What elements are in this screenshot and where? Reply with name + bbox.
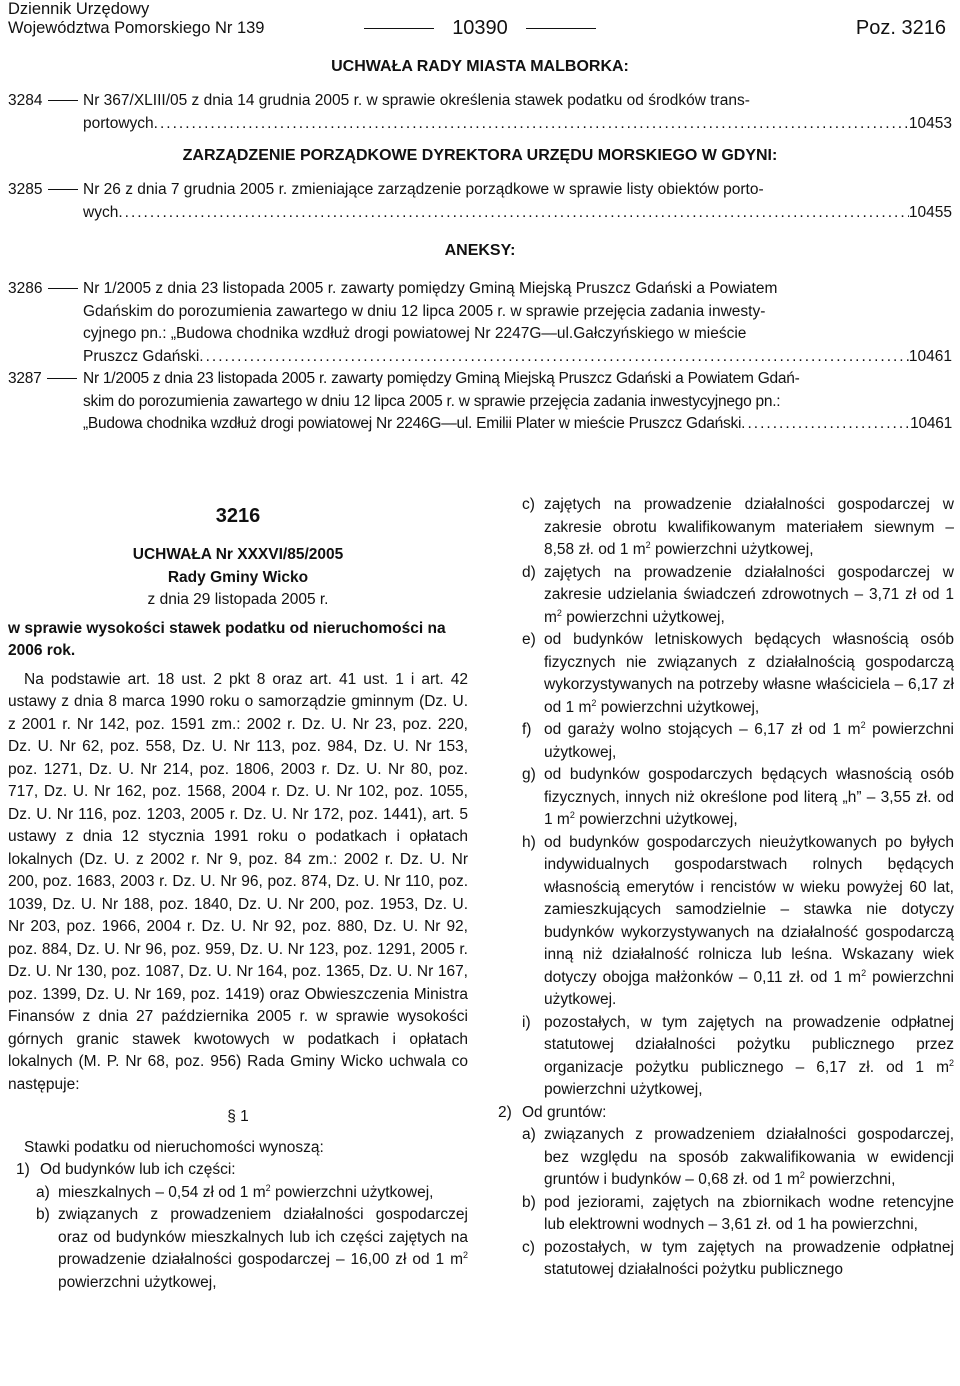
list-item-label: f) [522,721,532,738]
toc-entry-line: cyjnego pn.: „Budowa chodnika wzdłuż drogi powiatowej Nr 2247G—ul.Gałczyńskiego w mieście [83,325,747,342]
toc-entry-line: Nr 367/XLIII/05 z dnia 14 grudnia 2005 r. w sprawie określenia stawek podatku od środków trans- [83,92,750,109]
list-item: b) pod jeziorami, zajętych na zbiornikach wodne retencyjne lub elektrowni wodnych – 3,61 zł. od 1 ha powierzchni, [522,1193,954,1233]
toc-heading: UCHWAŁA RADY MIASTA MALBORKA: [331,58,629,75]
toc-entry-number: 3287 [8,368,83,391]
document-number: 3216 [215,505,261,527]
left-column [8,494,468,1294]
list-item-label: e) [522,631,536,648]
list-item-label: 2) [498,1103,512,1121]
resolution-date: z dnia 29 listopada 2005 r. [147,591,329,608]
preamble-paragraph: Na podstawie art. 18 ust. 2 pkt 8 oraz art. 41 ust. 1 i art. 42 ustawy z dnia 8 marca 1990 roku o samorządzie gminnym (Dz. U. z 2001 r. Nr 142, poz. 1591 zm.: 2002 r. Dz. U. Nr 23, poz. 220, Dz. U. Nr 62, poz. 558, Dz. U. Nr 113, poz. 984, Dz. U. Nr 153, poz. 1271, Dz. U. Nr 214, poz. 1806, 2003 r. Dz. U. Nr 80, poz. 717, Dz. U. Nr 162, poz. 1568, 2004 r. Dz. U. Nr 102, poz. 1055, Dz. U. Nr 116, poz. 1203, 2005 r. Dz. U. Nr 172, poz. 1441), art. 5 ustawy z dnia 12 stycznia 1991 roku o podatkach i opłatach lokalnych (Dz. U. z 2002 r. Nr 9, poz. 84 zm.: 2002 r. Dz. U. Nr 200, poz. 1683, 2003 r. Dz. U. Nr 96, poz. 874, Dz. U. Nr 110, poz. 1039, Dz. U. Nr 188, poz. 1840, Dz. U. Nr 200, poz. 1953, Dz. U. Nr 203, poz. 1966, 2004 r. Dz. U. Nr 92, poz. 880, Dz. U. Nr 92, poz. 884, Dz. U. Nr 96, poz. 959, Dz. U. Nr 123, poz. 1291, 2005 r. Dz. U. Nr 130, poz. 1087, Dz. U. Nr 164, poz. 1365, Dz. U. Nr 167, poz. 1399, Dz. U. Nr 169, poz. 1419) oraz Obwieszczenia Ministra Finansów z dnia 27 października 2005 r. w sprawie wysokości górnych granic stawek kwotowych w podatkach i opłatach lokalnych (M. P. Nr 68, poz. 956) Rada Gminy Wicko uchwala co następuje: [8,670,468,1093]
list-item: a) mieszkalnych – 0,54 zł od 1 $m^2$ powierzchni użytkowej, [8,1182,468,1205]
list-item-text: Od gruntów: [522,1103,607,1121]
dot-leader [741,413,910,436]
journal-issue: Województwa Pomorskiego Nr 139 [8,19,265,37]
right-column [496,494,954,1282]
list-item-text: Od budynków lub ich części: [40,1161,236,1178]
toc-heading: ZARZĄDZENIE PORZĄDKOWE DYREKTORA URZĘDU MORSKIEGO W GDYNI: [182,147,778,164]
toc-entry-line: Nr 1/2005 z dnia 23 listopada 2005 r. zawarty pomiędzy Gminą Miejską Pruszcz Gdański a Powiatem Gdań- [83,370,800,387]
toc-page-ref: 10453 [908,114,952,132]
toc-entry-last-line: portowych ..... 10453 [83,113,952,136]
toc-entry[interactable] [8,90,952,135]
list-item: a) związanych z prowadzeniem działalności gospodarczej, bez względu na sposób zakwalifikowania w ewidencji gruntów i budynków – 0,68 zł. od 1 $m^2$ powierzchni, [522,1126,954,1188]
toc-page-ref: 10461 [908,347,952,365]
list-item-label: d) [522,563,536,581]
list-item-label: b) [522,1193,536,1211]
list-item: c) pozostałych, w tym zajętych na prowadzenie odpłatnej statutowej działalności pożytku publicznego [522,1238,954,1278]
toc-entry[interactable] [8,179,952,224]
list-item: g) od budynków gospodarczych będących własnością osób fizycznych, innych niż określone pod literą „h” – 3,55 zł. od 1 $m^2$ powierzchni użytkowej, [522,766,954,828]
resolution-authority: Rady Gminy Wicko [167,568,309,586]
toc-entry-last-line: „Budowa chodnika wzdłuż drogi powiatowej Nr 2246G—ul. Emilii Plater w mieście Pruszcz Gdański ..... 10461 [83,413,952,436]
list-item-label: a) [522,1126,536,1143]
position-number: Poz. 3216 [855,17,946,39]
list-item-label: c) [522,1238,535,1256]
page-number-block [8,17,952,39]
resolution-title: UCHWAŁA Nr XXXVI/85/2005 [132,546,344,563]
toc-entry-line: Nr 26 z dnia 7 grudnia 2005 r. zmieniające zarządzenie porządkowe w sprawie listy obiektów porto- [83,181,764,198]
toc-entry-line: skim do porozumienia zawartego w dniu 12 lipca 2005 r. w sprawie przejęcia zadania inwestycyjnego pn.: [83,392,781,410]
dot-leader [118,202,909,225]
page-number: 10390 [452,17,508,39]
divider [364,28,434,29]
list-item-label: c) [522,496,535,513]
toc-entry-number: 3286 [8,278,84,301]
list-item: h) od budynków gospodarczych nieużytkowanych po byłych indywidualnych gospodarstwach rolnych będących własnością emerytów i rencistów w wieku powyżej 60 lat, zamieszkujących samodzielnie – stawka nie dotyczy budynków wykorzystywanych na działalność gospodarczą inną niż działalność rolnicza lub leśna. Wskazany wiek dotyczy obojga małżonków – 0,11 zł. od 1 $m^2$ powierzchni użytkowej. [522,833,955,1008]
list-item: c) zajętych na prowadzenie działalności gospodarczej w zakresie obrotu kwalifikowanym materiałem siewnym – 8,58 zł. od 1 $m^2$ powierzchni użytkowej, [522,496,954,558]
toc-entry-line: Gdańskim do porozumienia zawartego w dniu 12 lipca 2005 r. w sprawie przejęcia zadania inwesty- [83,302,766,320]
list-item-label: a) [36,1183,50,1201]
list-item-label: b) [36,1206,50,1223]
list-item [496,1102,954,1125]
list-item: b) związanych z prowadzeniem działalności gospodarczej oraz od budynków mieszkalnych lub ich części zajętych na prowadzenie działalności gospodarczej – 16,00 zł od 1 $m^2$ powierzchni użytkowej, [36,1206,468,1291]
toc-entry-number: 3285 [8,179,84,202]
dot-leader [199,346,909,369]
list-item: f) od garaży wolno stojących – 6,17 zł od 1 $m^2$ powierzchni użytkowej, [522,720,955,761]
toc-entry-line: Nr 1/2005 z dnia 23 listopada 2005 r. zawarty pomiędzy Gminą Miejską Pruszcz Gdański a Powiatem [83,280,778,297]
toc-entry-number: 3284 [8,90,84,113]
intro-paragraph: Stawki podatku od nieruchomości wynoszą: [24,1138,324,1156]
page-header [8,0,952,40]
list-item-label: i) [522,1013,531,1031]
list-item-label: 1) [16,1161,30,1178]
table-of-contents [8,46,952,436]
list-item-label: h) [522,833,536,851]
list-item [8,1159,468,1182]
toc-entry-last-line: Pruszcz Gdański ..... 10461 [83,346,952,369]
journal-name: Dziennik Urzędowy [8,0,150,18]
toc-entry-last-line: wych ..... 10455 [83,202,952,225]
toc-entry[interactable] [8,278,952,368]
resolution-subject: w sprawie wysokości stawek podatku od nieruchomości na 2006 rok. [8,619,446,659]
divider [526,28,596,29]
list-item: e) od budynków letniskowych będących własnością osób fizycznych nie związanych z działalnością gospodarczą wykorzystywanych na potrzeby własne właściciela – 6,17 zł od 1 $m^2$ powierzchni użytkowej, [522,631,954,716]
list-item: i) pozostałych, w tym zajętych na prowadzenie odpłatnej statutowej działalności pożytku publicznego przez organizacje pożytku publicznego – 6,17 zł. od 1 $m^2$ powierzchni użytkowej, [522,1013,954,1098]
section-symbol: § 1 [227,1108,249,1125]
list-item: d) zajętych na prowadzenie działalności gospodarczej w zakresie udzielania świadczeń zdrowotnych – 3,71 zł od 1 $m^2$ powierzchni użytkowej, [522,563,954,626]
toc-page-ref: 10455 [908,203,952,221]
toc-heading: ANEKSY: [444,242,516,259]
list-item-label: g) [522,766,536,783]
toc-page-ref: 10461 [910,415,952,432]
dot-leader [154,113,909,136]
toc-entry[interactable] [8,368,952,436]
